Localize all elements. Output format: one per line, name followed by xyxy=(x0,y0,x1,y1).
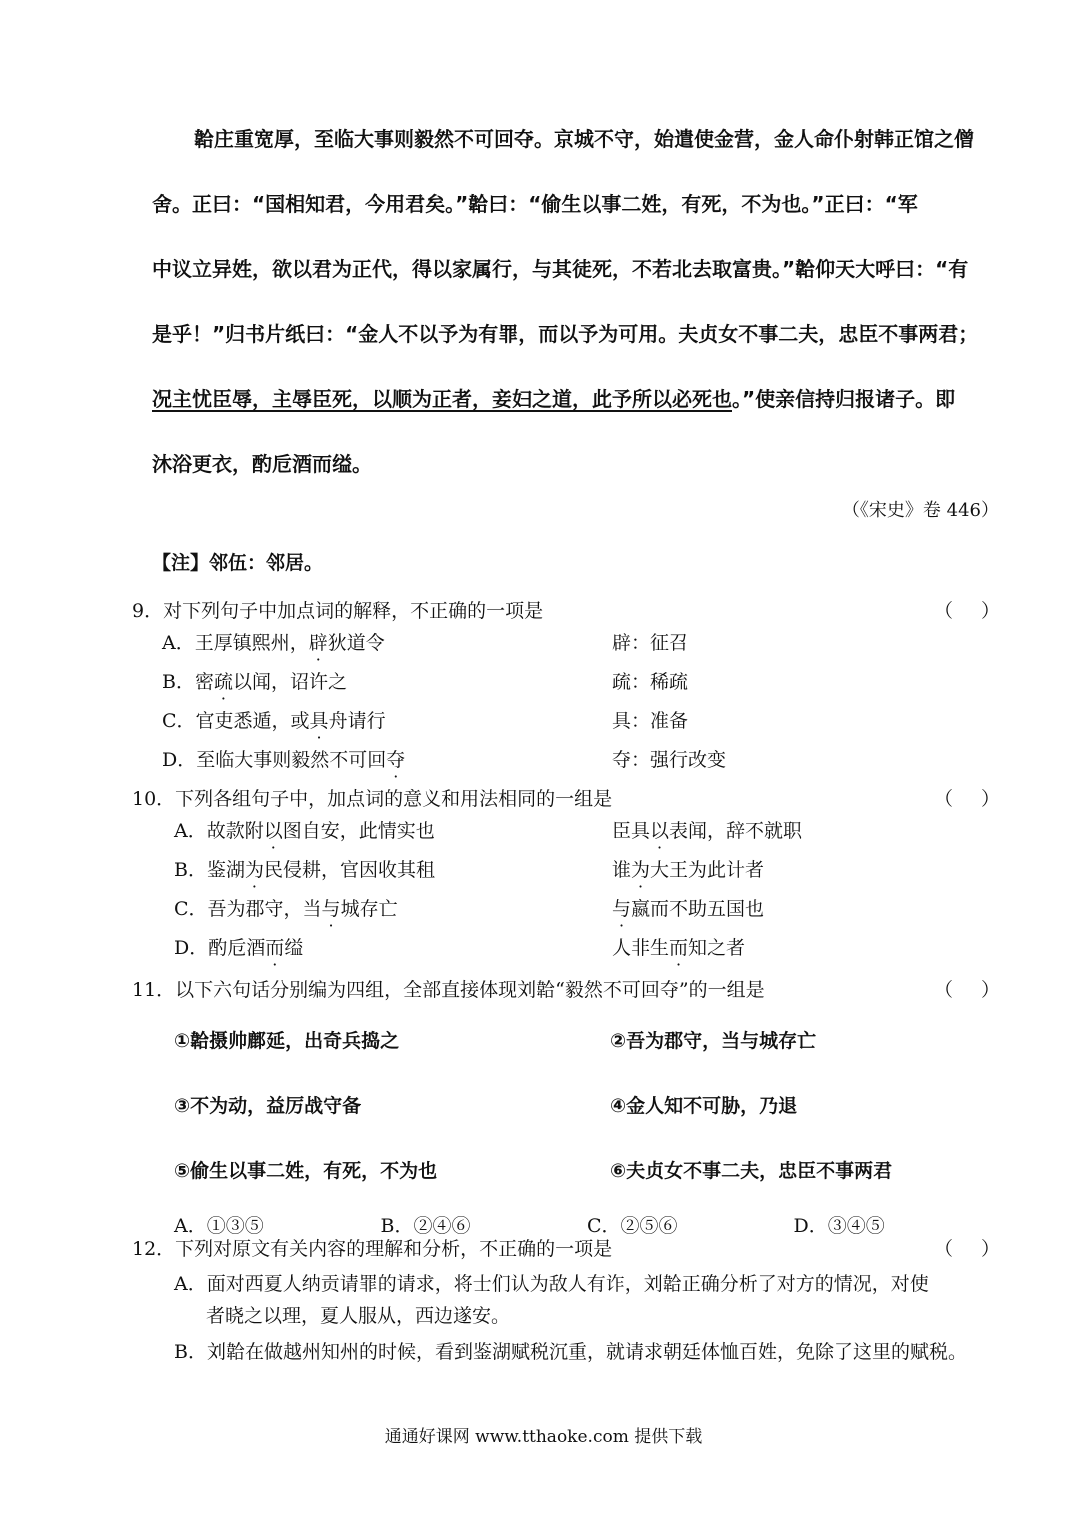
q11-choice-b: B．②④⑥ xyxy=(380,1215,471,1237)
q9-option-c: C．官吏悉遁，或具舟请行 具：准备 xyxy=(162,710,689,732)
q10-option-b: B．鉴湖为民侵耕，官因收其租 谁为大王为此计者 xyxy=(174,859,765,881)
answer-bracket: （ ） xyxy=(934,788,1000,810)
passage-line-3: 中议立异姓，欲以君为正代，得以家属行，与其徒死，不若北去取富贵。”韐仰天大呼曰：“有 xyxy=(152,257,969,281)
question-12 xyxy=(132,1234,1000,1368)
annotation-note: 【注】邻伍：邻居。 xyxy=(152,552,324,574)
passage-line-4: 是乎！”归书片纸曰：“金人不以予为有罪，而以予为可用。夫贞女不事二夫，忠臣不事两君； xyxy=(152,322,979,346)
question-9 xyxy=(132,596,1000,780)
q10-option-c: C．吾为郡守，当与城存亡 与嬴而不助五国也 xyxy=(174,898,765,920)
q12-option-b: B．刘韐在做越州知州的时候，看到鉴湖赋税沉重，就请求朝廷体恤百姓，免除了这里的赋税。 xyxy=(174,1341,967,1363)
answer-bracket: （ ） xyxy=(934,979,1000,1001)
question-9-stem: 9．对下列句子中加点词的解释，不正确的一项是 xyxy=(132,600,544,622)
dotted-word: 辟 xyxy=(308,632,328,654)
q9-option-b: B．密疏以闻，诏许之 疏：稀疏 xyxy=(162,671,689,693)
passage-line-6: 沐浴更衣，酌卮酒而缢。 xyxy=(152,452,372,476)
q11-items-row-3: ⑤偷生以事二姓，有死，不为也 ⑥夫贞女不事二夫，忠臣不事两君 xyxy=(174,1160,893,1182)
q9-option-d: D．至临大事则毅然不可回夺 夺：强行改变 xyxy=(162,749,727,771)
q12-option-a: A．面对西夏人纳贡请罪的请求，将士们认为敌人有诈，刘韐正确分析了对方的情况，对使 者晓之以理，夏人服从，西边遂安。 xyxy=(174,1273,929,1327)
q11-items-row-2: ③不为动，益厉战守备 ④金人知不可胁，乃退 xyxy=(174,1095,798,1117)
underlined-sentence: 况主忧臣辱，主辱臣死，以顺为正者，妾妇之道，此予所以必死也 xyxy=(152,387,732,411)
question-12-stem: 12．下列对原文有关内容的理解和分析，不正确的一项是 xyxy=(132,1238,613,1260)
dotted-word: 夺 xyxy=(386,749,406,771)
q11-choice-c: C．②⑤⑥ xyxy=(587,1215,678,1237)
answer-bracket: （ ） xyxy=(934,1238,1000,1260)
question-10 xyxy=(132,784,1000,968)
q10-option-a: A．故款附以图自安，此情实也 臣具以表闻，辞不就职 xyxy=(174,820,803,842)
passage-line-5 xyxy=(152,367,1010,432)
source-citation: （《宋史》卷 446） xyxy=(841,500,999,521)
answer-bracket: （ ） xyxy=(934,600,1000,622)
q11-items-row-1: ①韐摄帅鄜延，出奇兵捣之 ②吾为郡守，当与城存亡 xyxy=(174,1030,817,1052)
dotted-word: 具 xyxy=(309,710,329,732)
question-10-stem: 10．下列各组句子中，加点词的意义和用法相同的一组是 xyxy=(132,788,613,810)
question-11-stem: 11．以下六句话分别编为四组，全部直接体现刘韐“毅然不可回夺”的一组是 xyxy=(132,979,765,1001)
q10-option-d: D．酌卮酒而缢 人非生而知之者 xyxy=(174,937,746,959)
dotted-word: 疏 xyxy=(213,671,233,693)
footer-watermark: 通通好课网 www.tthaoke.com 提供下载 xyxy=(384,1427,703,1447)
q11-choice-a: A．①③⑤ xyxy=(174,1215,264,1237)
passage xyxy=(152,107,1010,497)
q11-choice-d: D．③④⑤ xyxy=(793,1215,885,1237)
passage-line-2: 舍。正曰：“国相知君，今用君矣。”韐曰：“偷生以事二姓，有死，不为也。”正曰：“军 xyxy=(152,192,918,216)
passage-line-5-rest: 。”使亲信持归报诸子。即 xyxy=(732,387,956,411)
passage-line-1: 韐庄重宽厚，至临大事则毅然不可回夺。京城不守，始遣使金营，金人命仆射韩正馆之僧 xyxy=(194,127,974,151)
q9-option-a: A．王厚镇熙州，辟狄道令 辟：征召 xyxy=(162,632,689,654)
question-11 xyxy=(132,975,1000,1244)
